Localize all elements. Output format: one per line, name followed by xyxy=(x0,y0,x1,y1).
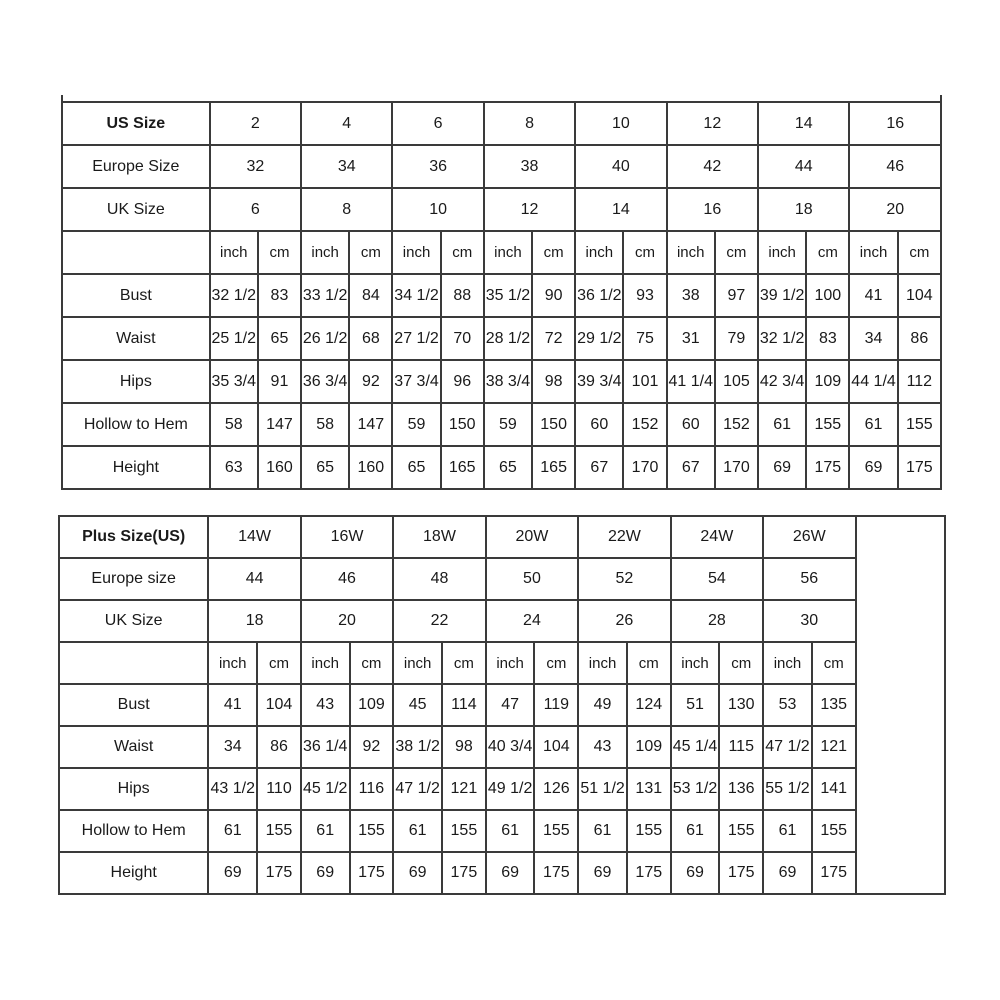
size-cell: 16 xyxy=(849,102,941,145)
europe-size-cell: 36 xyxy=(392,145,483,188)
hips-label: Hips xyxy=(62,360,210,403)
hips-cm-cell: 141 xyxy=(812,768,856,810)
hips-row xyxy=(59,768,945,810)
bust-inch-cell: 35 1/2 xyxy=(484,274,532,317)
bust-cm-cell: 88 xyxy=(441,274,484,317)
height-cm-cell: 175 xyxy=(534,852,578,894)
plus-table-body xyxy=(59,516,945,894)
hollow-to-hem-cm-cell: 155 xyxy=(534,810,578,852)
bust-row xyxy=(62,274,941,317)
uk-size-label: UK Size xyxy=(59,600,208,642)
hips-cm-cell: 92 xyxy=(349,360,392,403)
bust-cm-cell: 100 xyxy=(806,274,849,317)
bust-label: Bust xyxy=(59,684,208,726)
uk-size-cell: 30 xyxy=(763,600,855,642)
bust-cm-cell: 83 xyxy=(258,274,301,317)
size-cell: 14 xyxy=(758,102,849,145)
hollow-to-hem-inch-cell: 61 xyxy=(763,810,812,852)
uk-size-cell: 8 xyxy=(301,188,392,231)
uk-size-cell: 10 xyxy=(392,188,483,231)
height-cm-cell: 175 xyxy=(442,852,486,894)
height-inch-cell: 69 xyxy=(578,852,627,894)
unit-cm-cell: cm xyxy=(258,231,301,274)
hips-label: Hips xyxy=(59,768,208,810)
height-row xyxy=(59,852,945,894)
waist-inch-cell: 36 1/4 xyxy=(301,726,350,768)
height-inch-cell: 63 xyxy=(210,446,258,489)
bust-cm-cell: 104 xyxy=(257,684,301,726)
hips-inch-cell: 45 1/2 xyxy=(301,768,350,810)
hips-inch-cell: 55 1/2 xyxy=(763,768,812,810)
unit-inch-cell: inch xyxy=(486,642,535,684)
height-cm-cell: 165 xyxy=(441,446,484,489)
hips-inch-cell: 35 3/4 xyxy=(210,360,258,403)
unit-inch-cell: inch xyxy=(849,231,897,274)
hollow-to-hem-row xyxy=(59,810,945,852)
size-row xyxy=(62,102,941,145)
hollow-to-hem-row xyxy=(62,403,941,446)
hips-inch-cell: 37 3/4 xyxy=(392,360,440,403)
empty-cell xyxy=(856,516,945,894)
hollow-to-hem-inch-cell: 60 xyxy=(575,403,623,446)
hollow-to-hem-inch-cell: 58 xyxy=(210,403,258,446)
size-cell: 16W xyxy=(301,516,393,558)
size-cell: 6 xyxy=(392,102,483,145)
uk-size-cell: 20 xyxy=(849,188,941,231)
height-inch-cell: 65 xyxy=(301,446,349,489)
waist-inch-cell: 28 1/2 xyxy=(484,317,532,360)
hollow-to-hem-inch-cell: 61 xyxy=(486,810,535,852)
hips-cm-cell: 121 xyxy=(442,768,486,810)
unit-cm-cell: cm xyxy=(442,642,486,684)
waist-row xyxy=(59,726,945,768)
hips-inch-cell: 51 1/2 xyxy=(578,768,627,810)
unit-cm-cell: cm xyxy=(257,642,301,684)
height-cm-cell: 170 xyxy=(715,446,758,489)
unit-cm-cell: cm xyxy=(719,642,763,684)
bust-inch-cell: 33 1/2 xyxy=(301,274,349,317)
waist-inch-cell: 43 xyxy=(578,726,627,768)
bust-inch-cell: 47 xyxy=(486,684,535,726)
hips-inch-cell: 39 3/4 xyxy=(575,360,623,403)
europe-size-cell: 46 xyxy=(301,558,393,600)
hollow-to-hem-cm-cell: 155 xyxy=(627,810,671,852)
uk-size-cell: 22 xyxy=(393,600,485,642)
uk-size-row xyxy=(59,600,945,642)
europe-size-label: Europe size xyxy=(59,558,208,600)
hollow-to-hem-cm-cell: 155 xyxy=(350,810,394,852)
height-cm-cell: 160 xyxy=(258,446,301,489)
unit-inch-cell: inch xyxy=(301,642,350,684)
bust-inch-cell: 36 1/2 xyxy=(575,274,623,317)
waist-label: Waist xyxy=(62,317,210,360)
hollow-to-hem-inch-cell: 59 xyxy=(392,403,440,446)
hips-cm-cell: 136 xyxy=(719,768,763,810)
uk-size-cell: 24 xyxy=(486,600,578,642)
hips-cm-cell: 109 xyxy=(806,360,849,403)
hips-inch-cell: 36 3/4 xyxy=(301,360,349,403)
size-cell: 26W xyxy=(763,516,855,558)
waist-cm-cell: 115 xyxy=(719,726,763,768)
europe-size-cell: 42 xyxy=(667,145,758,188)
hollow-to-hem-label: Hollow to Hem xyxy=(59,810,208,852)
unit-inch-cell: inch xyxy=(763,642,812,684)
waist-inch-cell: 34 xyxy=(849,317,897,360)
europe-size-cell: 40 xyxy=(575,145,666,188)
europe-size-row xyxy=(62,145,941,188)
hollow-to-hem-inch-cell: 61 xyxy=(301,810,350,852)
hips-inch-cell: 41 1/4 xyxy=(667,360,715,403)
waist-inch-cell: 40 3/4 xyxy=(486,726,535,768)
waist-cm-cell: 79 xyxy=(715,317,758,360)
uk-size-label: UK Size xyxy=(62,188,210,231)
bust-cm-cell: 130 xyxy=(719,684,763,726)
hollow-to-hem-cm-cell: 155 xyxy=(442,810,486,852)
europe-size-cell: 38 xyxy=(484,145,575,188)
height-cm-cell: 175 xyxy=(719,852,763,894)
hollow-to-hem-inch-cell: 61 xyxy=(208,810,257,852)
us-table-body xyxy=(62,102,941,489)
hips-cm-cell: 116 xyxy=(350,768,394,810)
waist-cm-cell: 98 xyxy=(442,726,486,768)
waist-inch-cell: 29 1/2 xyxy=(575,317,623,360)
size-cell: 12 xyxy=(667,102,758,145)
hips-cm-cell: 110 xyxy=(257,768,301,810)
size-label: US Size xyxy=(62,102,210,145)
height-label: Height xyxy=(59,852,208,894)
waist-cm-cell: 65 xyxy=(258,317,301,360)
europe-size-cell: 56 xyxy=(763,558,855,600)
hollow-to-hem-cm-cell: 152 xyxy=(715,403,758,446)
waist-cm-cell: 83 xyxy=(806,317,849,360)
bust-cm-cell: 124 xyxy=(627,684,671,726)
bust-inch-cell: 41 xyxy=(849,274,897,317)
hollow-to-hem-inch-cell: 58 xyxy=(301,403,349,446)
bust-cm-cell: 84 xyxy=(349,274,392,317)
hips-cm-cell: 126 xyxy=(534,768,578,810)
size-cell: 10 xyxy=(575,102,666,145)
hollow-to-hem-inch-cell: 60 xyxy=(667,403,715,446)
height-row xyxy=(62,446,941,489)
europe-size-cell: 44 xyxy=(208,558,300,600)
hips-inch-cell: 44 1/4 xyxy=(849,360,897,403)
unit-inch-cell: inch xyxy=(667,231,715,274)
hips-cm-cell: 96 xyxy=(441,360,484,403)
hollow-to-hem-inch-cell: 61 xyxy=(849,403,897,446)
hollow-to-hem-cm-cell: 147 xyxy=(258,403,301,446)
unit-inch-cell: inch xyxy=(671,642,720,684)
bust-cm-cell: 119 xyxy=(534,684,578,726)
size-cell: 8 xyxy=(484,102,575,145)
waist-cm-cell: 75 xyxy=(623,317,666,360)
size-cell: 20W xyxy=(486,516,578,558)
hollow-to-hem-cm-cell: 155 xyxy=(257,810,301,852)
europe-size-label: Europe Size xyxy=(62,145,210,188)
unit-row xyxy=(62,231,941,274)
unit-cm-cell: cm xyxy=(532,231,575,274)
bust-inch-cell: 45 xyxy=(393,684,442,726)
bust-inch-cell: 51 xyxy=(671,684,720,726)
height-label: Height xyxy=(62,446,210,489)
height-inch-cell: 69 xyxy=(301,852,350,894)
waist-cm-cell: 68 xyxy=(349,317,392,360)
uk-size-cell: 26 xyxy=(578,600,670,642)
height-inch-cell: 69 xyxy=(671,852,720,894)
bust-inch-cell: 38 xyxy=(667,274,715,317)
size-cell: 22W xyxy=(578,516,670,558)
height-cm-cell: 175 xyxy=(806,446,849,489)
unit-row-label xyxy=(59,642,208,684)
waist-inch-cell: 27 1/2 xyxy=(392,317,440,360)
hips-inch-cell: 43 1/2 xyxy=(208,768,257,810)
uk-size-cell: 12 xyxy=(484,188,575,231)
unit-cm-cell: cm xyxy=(898,231,941,274)
waist-row xyxy=(62,317,941,360)
height-inch-cell: 69 xyxy=(849,446,897,489)
bust-row xyxy=(59,684,945,726)
bust-cm-cell: 135 xyxy=(812,684,856,726)
bust-inch-cell: 39 1/2 xyxy=(758,274,806,317)
waist-inch-cell: 45 1/4 xyxy=(671,726,720,768)
hips-cm-cell: 105 xyxy=(715,360,758,403)
unit-cm-cell: cm xyxy=(715,231,758,274)
waist-cm-cell: 104 xyxy=(534,726,578,768)
hips-inch-cell: 49 1/2 xyxy=(486,768,535,810)
height-inch-cell: 69 xyxy=(393,852,442,894)
bust-inch-cell: 34 1/2 xyxy=(392,274,440,317)
waist-inch-cell: 34 xyxy=(208,726,257,768)
size-row xyxy=(59,516,945,558)
bust-inch-cell: 49 xyxy=(578,684,627,726)
hollow-to-hem-cm-cell: 152 xyxy=(623,403,666,446)
waist-label: Waist xyxy=(59,726,208,768)
hips-inch-cell: 47 1/2 xyxy=(393,768,442,810)
uk-size-cell: 20 xyxy=(301,600,393,642)
height-cm-cell: 170 xyxy=(623,446,666,489)
unit-inch-cell: inch xyxy=(393,642,442,684)
height-cm-cell: 165 xyxy=(532,446,575,489)
hollow-to-hem-inch-cell: 59 xyxy=(484,403,532,446)
size-cell: 18W xyxy=(393,516,485,558)
bust-inch-cell: 43 xyxy=(301,684,350,726)
unit-inch-cell: inch xyxy=(578,642,627,684)
hips-row xyxy=(62,360,941,403)
hips-inch-cell: 42 3/4 xyxy=(758,360,806,403)
europe-size-cell: 50 xyxy=(486,558,578,600)
unit-inch-cell: inch xyxy=(484,231,532,274)
hips-cm-cell: 131 xyxy=(627,768,671,810)
hollow-to-hem-cm-cell: 150 xyxy=(532,403,575,446)
hips-cm-cell: 112 xyxy=(898,360,941,403)
height-cm-cell: 175 xyxy=(898,446,941,489)
height-cm-cell: 175 xyxy=(350,852,394,894)
size-label: Plus Size(US) xyxy=(59,516,208,558)
hips-cm-cell: 91 xyxy=(258,360,301,403)
hips-inch-cell: 38 3/4 xyxy=(484,360,532,403)
waist-cm-cell: 70 xyxy=(441,317,484,360)
unit-cm-cell: cm xyxy=(534,642,578,684)
size-cell: 4 xyxy=(301,102,392,145)
europe-size-cell: 54 xyxy=(671,558,763,600)
hollow-to-hem-cm-cell: 155 xyxy=(719,810,763,852)
hollow-to-hem-cm-cell: 150 xyxy=(441,403,484,446)
unit-inch-cell: inch xyxy=(575,231,623,274)
europe-size-cell: 46 xyxy=(849,145,941,188)
unit-cm-cell: cm xyxy=(812,642,856,684)
hollow-to-hem-cm-cell: 155 xyxy=(806,403,849,446)
height-cm-cell: 175 xyxy=(257,852,301,894)
hips-cm-cell: 101 xyxy=(623,360,666,403)
bust-cm-cell: 90 xyxy=(532,274,575,317)
unit-inch-cell: inch xyxy=(758,231,806,274)
bust-cm-cell: 114 xyxy=(442,684,486,726)
unit-cm-cell: cm xyxy=(441,231,484,274)
waist-cm-cell: 86 xyxy=(257,726,301,768)
height-cm-cell: 175 xyxy=(812,852,856,894)
europe-size-cell: 48 xyxy=(393,558,485,600)
bust-cm-cell: 109 xyxy=(350,684,394,726)
unit-cm-cell: cm xyxy=(623,231,666,274)
bust-label: Bust xyxy=(62,274,210,317)
bust-cm-cell: 93 xyxy=(623,274,666,317)
height-cm-cell: 175 xyxy=(627,852,671,894)
bust-inch-cell: 53 xyxy=(763,684,812,726)
europe-size-cell: 32 xyxy=(210,145,301,188)
us-size-table xyxy=(61,101,942,490)
uk-size-cell: 16 xyxy=(667,188,758,231)
uk-size-cell: 28 xyxy=(671,600,763,642)
height-inch-cell: 69 xyxy=(763,852,812,894)
size-cell: 14W xyxy=(208,516,300,558)
hollow-to-hem-cm-cell: 155 xyxy=(898,403,941,446)
height-inch-cell: 67 xyxy=(667,446,715,489)
unit-inch-cell: inch xyxy=(208,642,257,684)
height-inch-cell: 65 xyxy=(484,446,532,489)
uk-size-row xyxy=(62,188,941,231)
europe-size-cell: 52 xyxy=(578,558,670,600)
height-inch-cell: 69 xyxy=(486,852,535,894)
uk-size-cell: 18 xyxy=(208,600,300,642)
plus-size-table xyxy=(58,515,946,895)
unit-cm-cell: cm xyxy=(806,231,849,274)
uk-size-cell: 14 xyxy=(575,188,666,231)
height-inch-cell: 67 xyxy=(575,446,623,489)
europe-size-cell: 44 xyxy=(758,145,849,188)
uk-size-cell: 18 xyxy=(758,188,849,231)
uk-size-cell: 6 xyxy=(210,188,301,231)
hollow-to-hem-inch-cell: 61 xyxy=(758,403,806,446)
hollow-to-hem-inch-cell: 61 xyxy=(671,810,720,852)
unit-inch-cell: inch xyxy=(210,231,258,274)
unit-cm-cell: cm xyxy=(350,642,394,684)
waist-cm-cell: 92 xyxy=(350,726,394,768)
hollow-to-hem-inch-cell: 61 xyxy=(393,810,442,852)
height-inch-cell: 69 xyxy=(208,852,257,894)
unit-inch-cell: inch xyxy=(392,231,440,274)
hollow-to-hem-cm-cell: 147 xyxy=(349,403,392,446)
hollow-to-hem-inch-cell: 61 xyxy=(578,810,627,852)
hips-cm-cell: 98 xyxy=(532,360,575,403)
unit-row xyxy=(59,642,945,684)
bust-inch-cell: 41 xyxy=(208,684,257,726)
unit-cm-cell: cm xyxy=(349,231,392,274)
bust-cm-cell: 104 xyxy=(898,274,941,317)
waist-cm-cell: 72 xyxy=(532,317,575,360)
size-cell: 2 xyxy=(210,102,301,145)
size-cell: 24W xyxy=(671,516,763,558)
waist-inch-cell: 26 1/2 xyxy=(301,317,349,360)
europe-size-cell: 34 xyxy=(301,145,392,188)
unit-cm-cell: cm xyxy=(627,642,671,684)
europe-size-row xyxy=(59,558,945,600)
waist-inch-cell: 47 1/2 xyxy=(763,726,812,768)
height-inch-cell: 65 xyxy=(392,446,440,489)
unit-inch-cell: inch xyxy=(301,231,349,274)
waist-inch-cell: 38 1/2 xyxy=(393,726,442,768)
hips-inch-cell: 53 1/2 xyxy=(671,768,720,810)
bust-inch-cell: 32 1/2 xyxy=(210,274,258,317)
waist-inch-cell: 25 1/2 xyxy=(210,317,258,360)
waist-cm-cell: 109 xyxy=(627,726,671,768)
height-inch-cell: 69 xyxy=(758,446,806,489)
waist-cm-cell: 86 xyxy=(898,317,941,360)
unit-row-label xyxy=(62,231,210,274)
waist-inch-cell: 31 xyxy=(667,317,715,360)
bust-cm-cell: 97 xyxy=(715,274,758,317)
hollow-to-hem-label: Hollow to Hem xyxy=(62,403,210,446)
waist-inch-cell: 32 1/2 xyxy=(758,317,806,360)
waist-cm-cell: 121 xyxy=(812,726,856,768)
height-cm-cell: 160 xyxy=(349,446,392,489)
hollow-to-hem-cm-cell: 155 xyxy=(812,810,856,852)
